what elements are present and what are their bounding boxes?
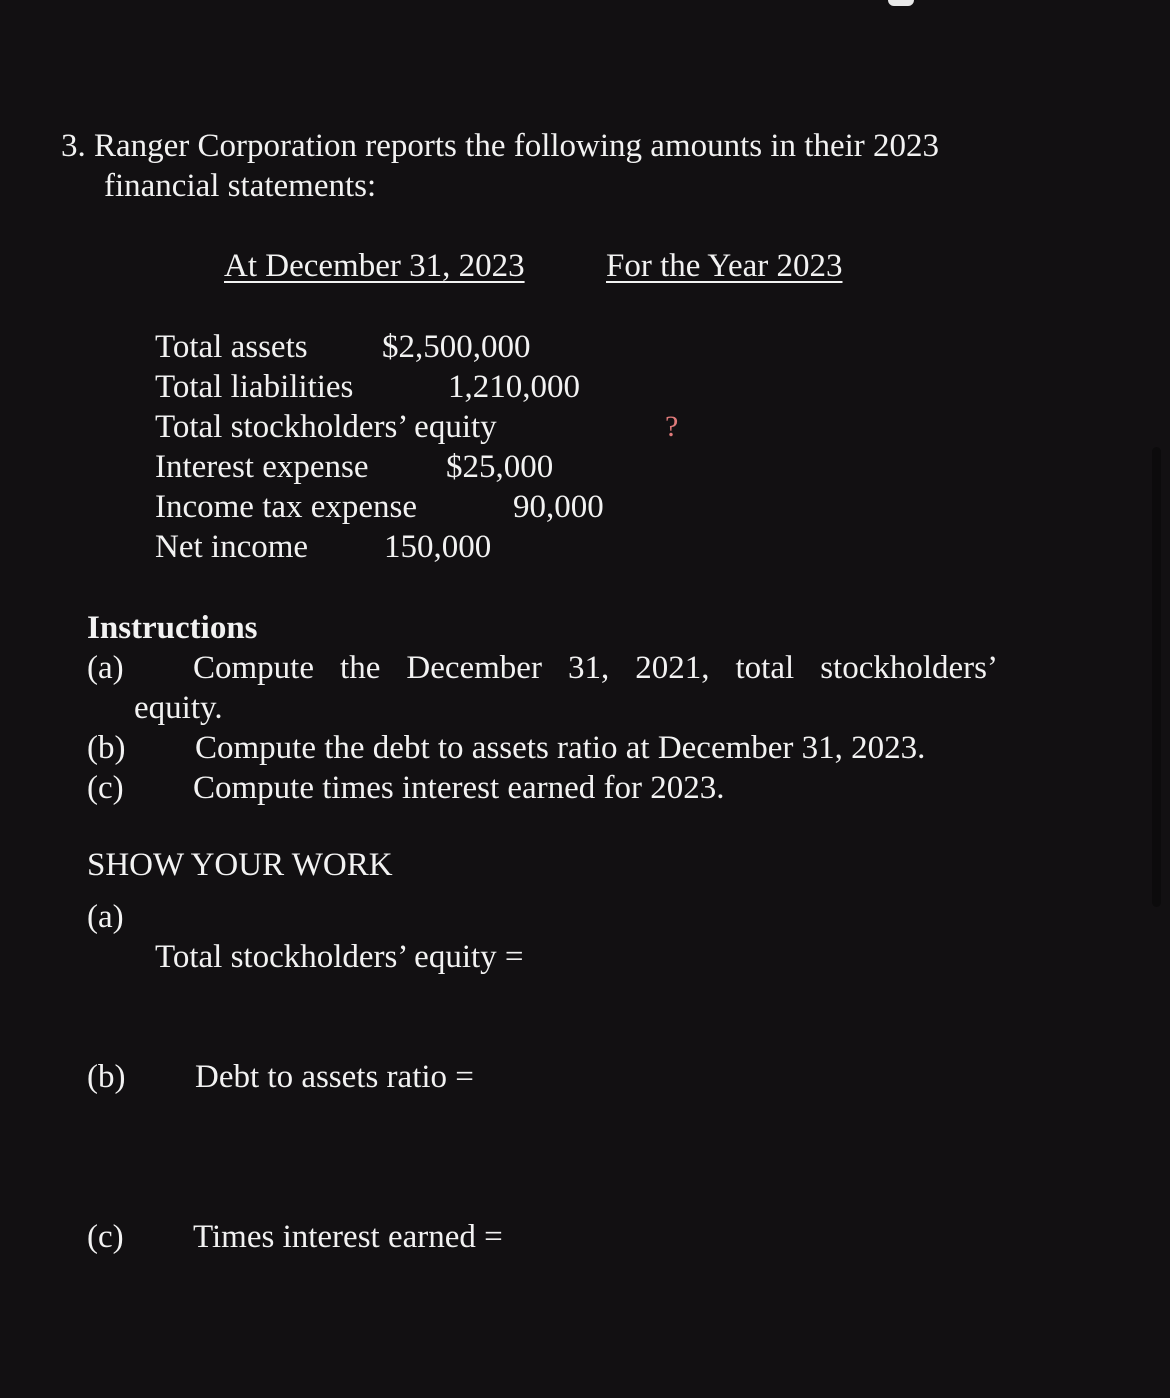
item-value-income-tax-expense: 90,000 xyxy=(513,489,604,525)
work-a-text: Total stockholders’ equity = xyxy=(155,939,524,975)
instruction-c-label: (c) xyxy=(87,770,124,806)
item-value-stockholders-equity: ? xyxy=(665,410,679,443)
instruction-a-label: (a) xyxy=(87,650,124,686)
item-label-total-liabilities: Total liabilities xyxy=(155,369,354,405)
item-label-stockholders-equity: Total stockholders’ equity xyxy=(155,409,497,445)
item-label-income-tax-expense: Income tax expense xyxy=(155,489,418,525)
top-edge-artifact xyxy=(888,0,914,6)
work-c-text: Times interest earned = xyxy=(193,1219,503,1255)
item-value-total-assets: $2,500,000 xyxy=(382,329,531,365)
item-label-interest-expense: Interest expense xyxy=(155,449,369,485)
problem-line-2: financial statements: xyxy=(104,168,377,204)
work-b-text: Debt to assets ratio = xyxy=(195,1059,474,1095)
item-value-net-income: 150,000 xyxy=(384,529,492,565)
instruction-b-label: (b) xyxy=(87,730,126,766)
instruction-a-continuation: equity. xyxy=(134,690,223,726)
item-label-net-income: Net income xyxy=(155,529,309,565)
header-at-december: At December 31, 2023 xyxy=(224,248,525,284)
instruction-c-text: Compute times interest earned for 2023. xyxy=(193,770,725,806)
scrollbar[interactable] xyxy=(1152,447,1161,907)
item-value-total-liabilities: 1,210,000 xyxy=(448,369,580,405)
show-work-heading: SHOW YOUR WORK xyxy=(87,847,393,883)
instruction-a-text: Compute the December 31, 2021, total stockholders’ xyxy=(193,650,998,686)
problem-line-1: 3. Ranger Corporation reports the following amounts in their 2023 xyxy=(61,128,940,164)
work-b-label: (b) xyxy=(87,1059,126,1095)
work-a-label: (a) xyxy=(87,899,124,935)
header-for-the-year: For the Year 2023 xyxy=(606,248,843,284)
item-label-total-assets: Total assets xyxy=(155,329,308,365)
instructions-heading: Instructions xyxy=(87,610,258,646)
work-c-label: (c) xyxy=(87,1219,124,1255)
item-value-interest-expense: $25,000 xyxy=(446,449,554,485)
instruction-b-text: Compute the debt to assets ratio at December 31, 2023. xyxy=(195,730,926,766)
